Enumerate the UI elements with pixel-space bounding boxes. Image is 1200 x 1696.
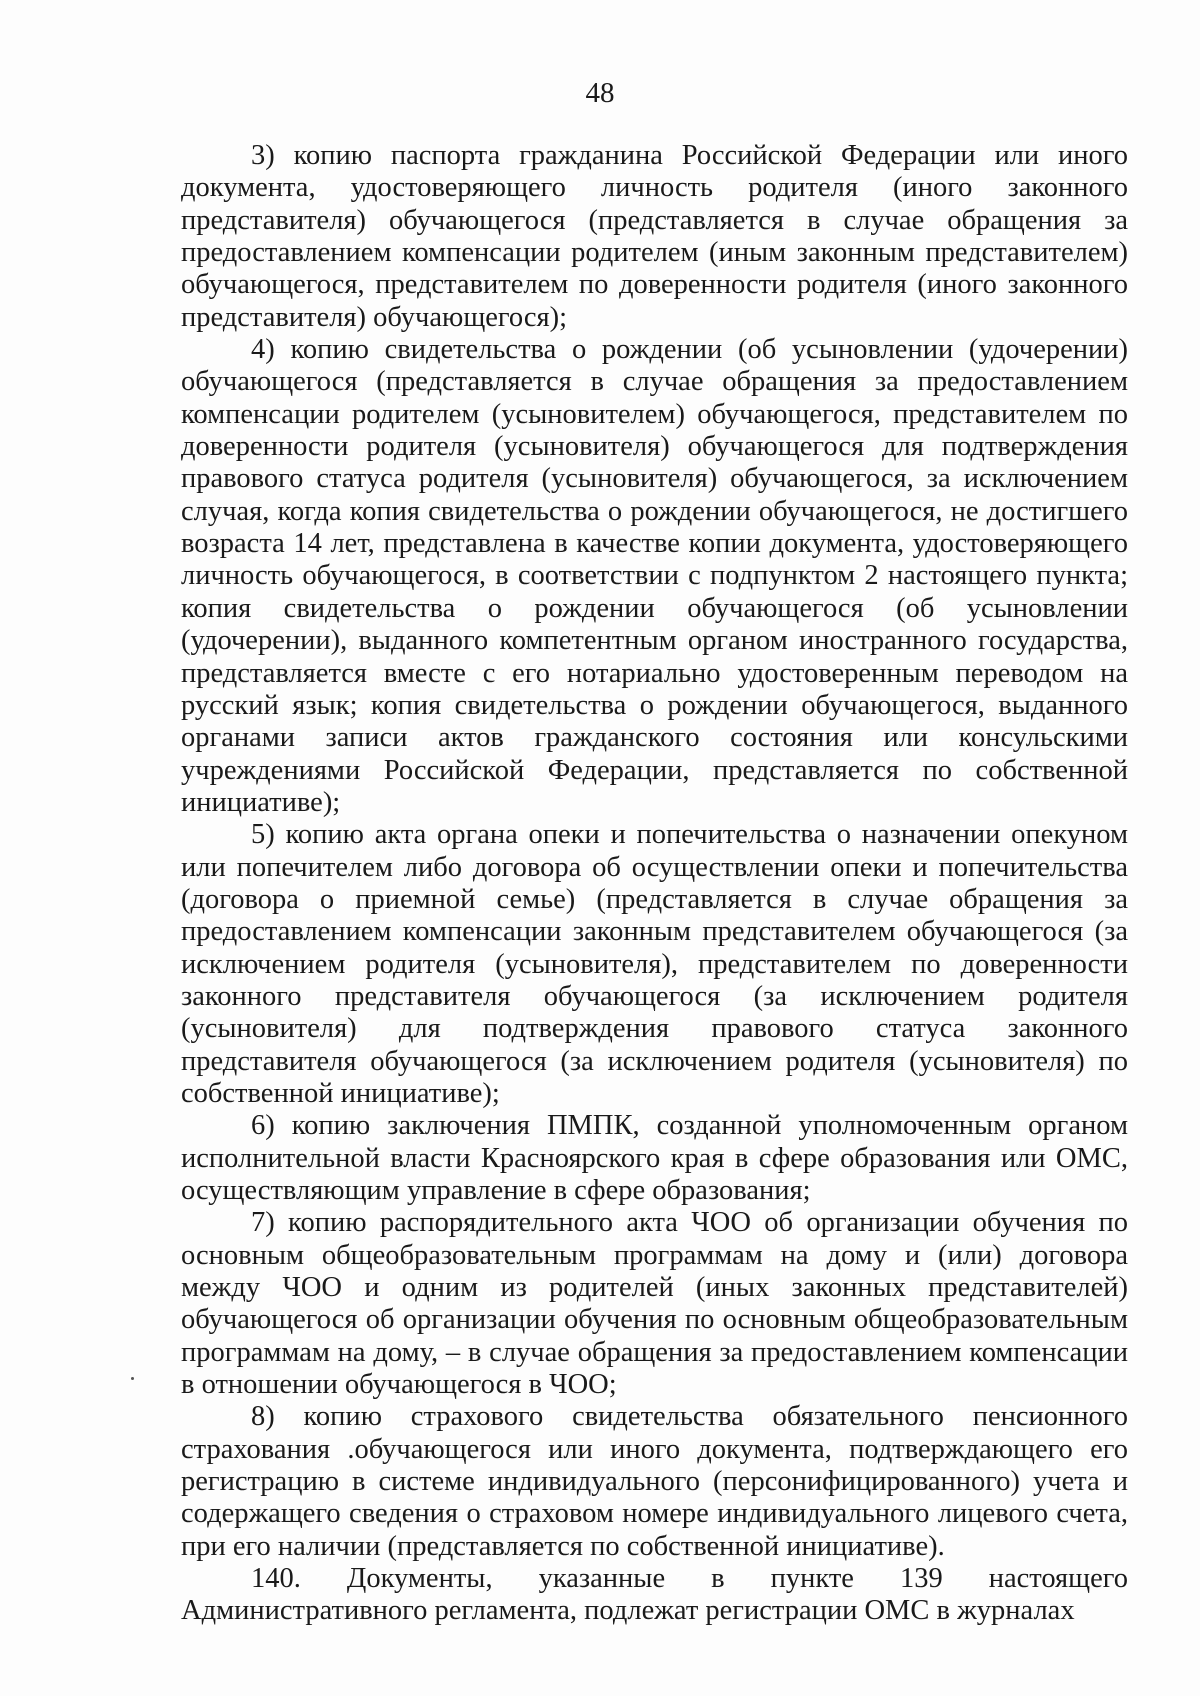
paragraph-item-8: 8) копию страхового свидетельства обязательного пенсионного страхования .обучающегося или иного документа, подтверждающего его регистрацию в системе индивидуального (персонифицированного) учета и содержащего сведения о страховом номере индивидуального лицевого счета, при его наличии (представляется по собственной инициативе). [181, 1401, 1128, 1562]
paragraph-item-6: 6) копию заключения ПМПК, созданной уполномоченным органом исполнительной власти Красноярского края в сфере образования или ОМС, осуществляющим управление в сфере образования; [181, 1110, 1128, 1206]
paragraph-item-4: 4) копию свидетельства о рождении (об усыновлении (удочерении) обучающегося (представляется в случае обращения за предоставлением компенсации родителем (усыновителем) обучающегося, представителем по доверенности родителя (усыновителя) обучающегося для подтверждения правового статуса родителя (усыновителя) обучающегося, за исключением случая, когда копия свидетельства о рождении обучающегося, не достигшего возраста 14 лет, представлена в качестве копии документа, удостоверяющего личность обучающегося, в соответствии с подпунктом 2 настоящего пункта; копия свидетельства о рождении обучающегося (об усыновлении (удочерении), выданного компетентным органом иностранного государства, представляется вместе с его нотариально удостоверенным переводом на русский язык; копия свидетельства о рождении обучающегося, выданного органами записи актов гражданского состояния или консульскими учреждениями Российской Федерации, представляется по собственной инициативе); [181, 334, 1128, 818]
scan-dot-mark [131, 1377, 134, 1380]
paragraph-item-3: 3) копию паспорта гражданина Российской Федерации или иного документа, удостоверяющего личность родителя (иного законного представителя) обучающегося (представляется в случае обращения за предоставлением компенсации родителем (иным законным представителем) обучающегося, представителем по доверенности родителя (иного законного представителя) обучающегося); [181, 140, 1128, 333]
paragraph-item-7: 7) копию распорядительного акта ЧОО об организации обучения по основным общеобразовательным программам на дому и (или) договора между ЧОО и одним из родителей (иных законных представителей) обучающегося об организации обучения по основным общеобразовательным программам на дому, – в случае обращения за предоставлением компенсации в отношении обучающегося в ЧОО; [181, 1207, 1128, 1401]
page-number: 48 [585, 77, 615, 109]
document-body [181, 140, 1128, 1628]
paragraph-item-5: 5) копию акта органа опеки и попечительства о назначении опекуном или попечителем либо договора об осуществлении опеки и попечительства (договора о приемной семье) (представляется в случае обращения за предоставлением компенсации законным представителем обучающегося (за исключением родителя (усыновителя), представителем по доверенности законного представителя обучающегося (за исключением родителя (усыновителя) для подтверждения правового статуса законного представителя обучающегося (за исключением родителя (усыновителя) по собственной инициативе); [181, 819, 1128, 1109]
paragraph-140: 140. Документы, указанные в пункте 139 настоящего Административного регламента, подлежат регистрации ОМС в журналах [181, 1563, 1128, 1627]
